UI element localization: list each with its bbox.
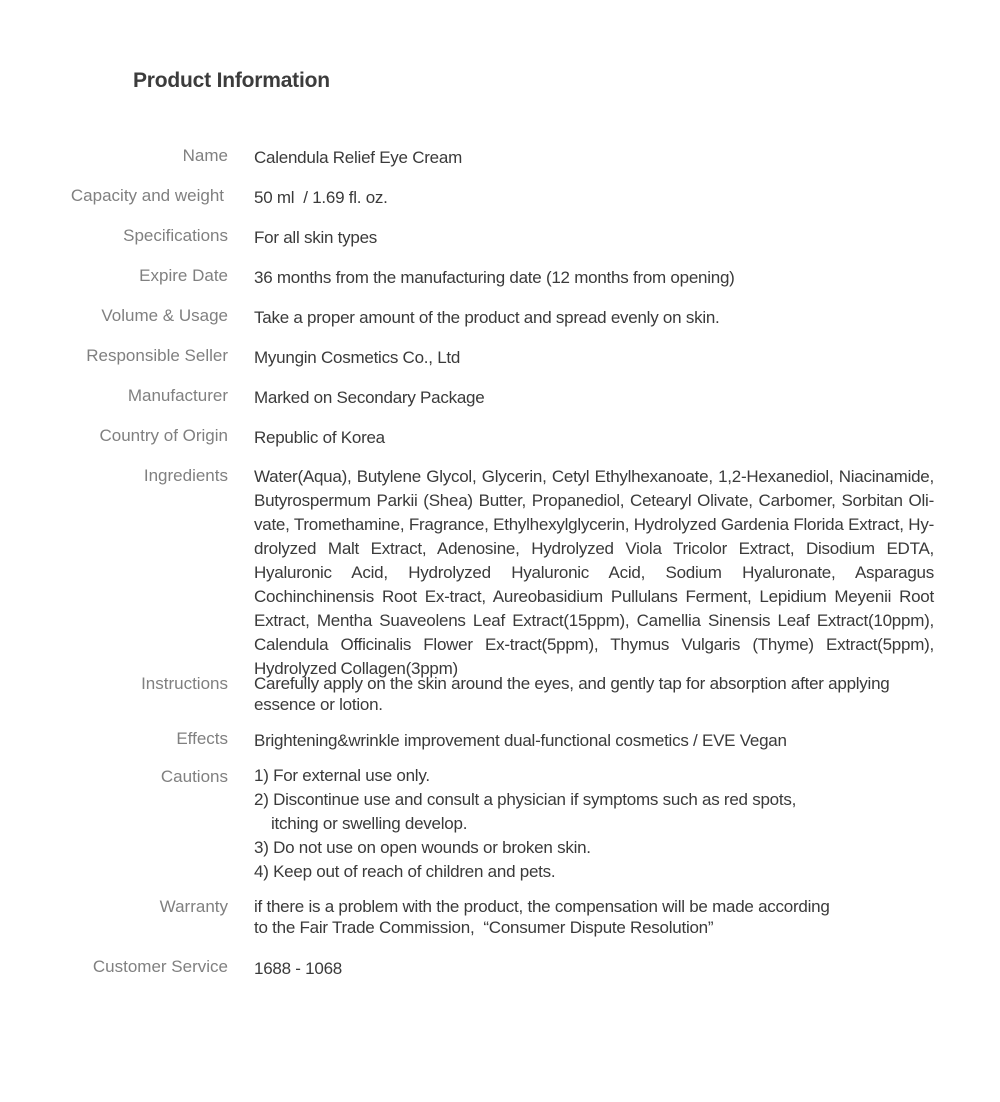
caution-item: 2) Discontinue use and consult a physician if symptoms such as red spots, [254, 790, 797, 809]
value-customer-service: 1688 - 1068 [254, 959, 342, 978]
value-capacity: 50 ml / 1.69 fl. oz. [254, 188, 388, 207]
label-manufacturer: Manufacturer [127, 386, 228, 405]
value-specifications: For all skin types [254, 228, 378, 247]
value-name: Calendula Relief Eye Cream [254, 148, 462, 167]
caution-item: 1) For external use only. [254, 766, 430, 785]
label-instructions: Instructions [141, 674, 228, 693]
caution-item: 3) Do not use on open wounds or broken skin. [254, 838, 591, 857]
label-usage: Volume & Usage [101, 306, 228, 325]
label-cautions: Cautions [160, 767, 228, 786]
caution-item: 4) Keep out of reach of children and pets. [254, 862, 556, 881]
label-seller: Responsible Seller [86, 346, 228, 365]
label-capacity: Capacity and weight [70, 186, 224, 205]
page-title: Product Information [133, 69, 330, 92]
value-origin: Republic of Korea [254, 428, 385, 447]
value-seller: Myungin Cosmetics Co., Ltd [254, 348, 461, 367]
label-expire: Expire Date [139, 266, 228, 285]
value-ingredients: Water(Aqua), Butylene Glycol, Glycerin, Cetyl Ethylhexanoate, 1,2-Hexanediol, Niacinamide, Butyrospermum Parkii (Shea) Butter, Propanediol, Cetearyl Olivate, Carbomer, Sorbitan Oli-vate, Tromethamine, Fragrance, Ethylhexylglycerin, Hydrolyzed Gardenia Florida Extract, Hy-drolyzed Malt Extract, Adenosine, Hydrolyzed Viola Tricolor Extract, Disodium EDTA, Hyaluronic Acid, Hydrolyzed Hyaluronic Acid, Sodium Hyaluronate, Asparagus Cochinchinensis Root Ex-tract, Aureobasidium Pullulans Ferment, Lepidium Meyenii Root Extract, Mentha Suaveolens Leaf Extract(15ppm), Camellia Sinensis Leaf Extract(10ppm), Calendula Officinalis Flower Ex-tract(5ppm), Thymus Vulgaris (Thyme) Extract(5ppm), Hydrolyzed Collagen(3ppm) [254, 467, 934, 678]
value-expire: 36 months from the manufacturing date (12 months from opening) [254, 268, 735, 287]
value-cautions [254, 764, 934, 884]
caution-item-continued: itching or swelling develop. [271, 814, 468, 833]
label-warranty: Warranty [159, 897, 228, 916]
value-manufacturer: Marked on Secondary Package [254, 388, 485, 407]
label-ingredients: Ingredients [143, 466, 228, 485]
label-name: Name [182, 146, 228, 165]
label-origin: Country of Origin [99, 426, 228, 445]
value-effects: Brightening&wrinkle improvement dual-functional cosmetics / EVE Vegan [254, 731, 787, 750]
label-specifications: Specifications [123, 226, 228, 245]
value-usage: Take a proper amount of the product and spread evenly on skin. [254, 308, 720, 327]
value-warranty: if there is a problem with the product, the compensation will be made according to the Fair Trade Commission, “Consumer Dispute Resolution” [254, 897, 835, 937]
value-instructions: Carefully apply on the skin around the eyes, and gently tap for absorption after applying essence or lotion. [254, 674, 890, 714]
label-customer-service: Customer Service [92, 957, 228, 976]
label-effects: Effects [176, 729, 228, 748]
